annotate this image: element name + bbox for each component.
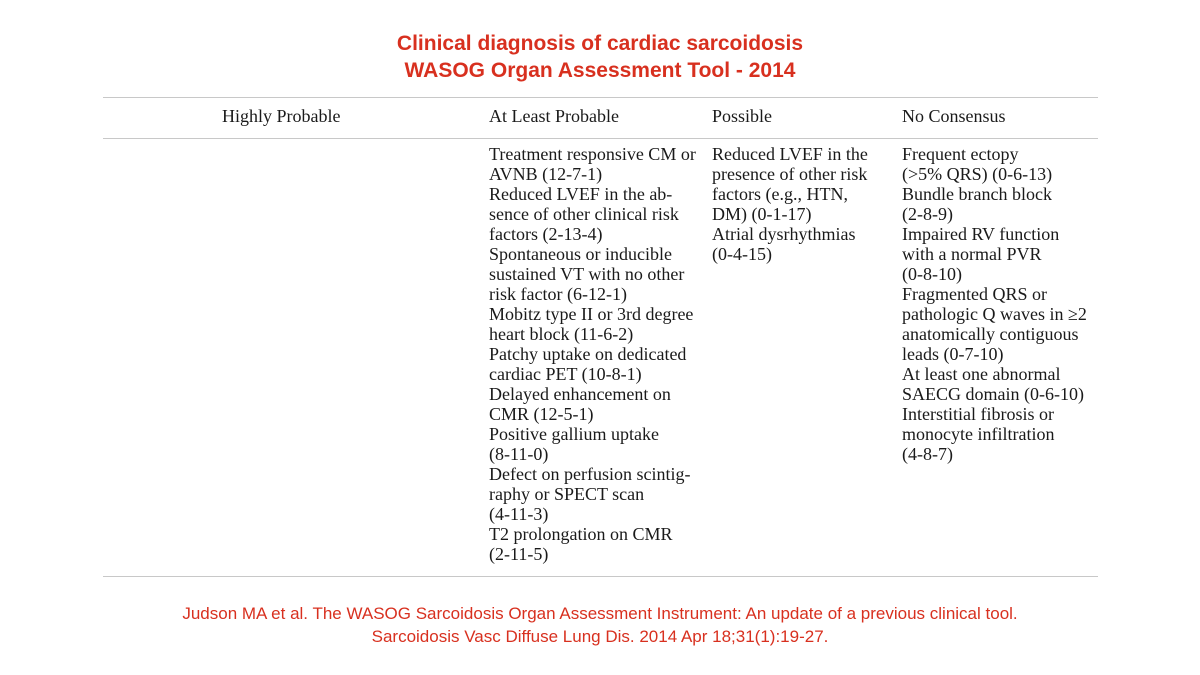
- cell-line: factors (e.g., HTN,: [712, 184, 848, 204]
- cell-line: Patchy uptake on dedicated: [489, 344, 687, 364]
- cell-line: monocyte infiltration: [902, 424, 1055, 444]
- cell-line: factors (2-13-4): [489, 224, 603, 244]
- cell-line: Mobitz type II or 3rd degree: [489, 304, 694, 324]
- cell-line: Delayed enhancement on: [489, 384, 671, 404]
- cell-line: Defect on perfusion scintig-: [489, 464, 691, 484]
- cell-line: CMR (12-5-1): [489, 404, 594, 424]
- cell-line: presence of other risk: [712, 164, 868, 184]
- header-no-consensus: No Consensus: [902, 106, 1006, 126]
- cell-line: At least one abnormal: [902, 364, 1061, 384]
- column-no-consensus: [902, 144, 1087, 464]
- cell-line: leads (0-7-10): [902, 344, 1004, 364]
- cell-line: pathologic Q waves in ≥2: [902, 304, 1087, 324]
- cell-line: (4-8-7): [902, 444, 953, 464]
- column-at-least-probable: [489, 144, 696, 564]
- cell-line: with a normal PVR: [902, 244, 1042, 264]
- column-possible: [712, 144, 868, 264]
- cell-line: cardiac PET (10-8-1): [489, 364, 642, 384]
- cell-line: Fragmented QRS or: [902, 284, 1047, 304]
- citation-line-2: Sarcoidosis Vasc Diffuse Lung Dis. 2014 Apr 18;31(1):19-27.: [371, 627, 829, 646]
- cell-line: Bundle branch block: [902, 184, 1052, 204]
- cell-line: SAECG domain (0-6-10): [902, 384, 1084, 404]
- cell-line: risk factor (6-12-1): [489, 284, 627, 304]
- cell-line: Frequent ectopy: [902, 144, 1019, 164]
- slide-title: [0, 30, 1200, 84]
- cell-line: (>5% QRS) (0-6-13): [902, 164, 1053, 184]
- table-bottom-rule: [103, 576, 1098, 577]
- cell-line: Reduced LVEF in the: [712, 144, 868, 164]
- cell-line: (0-8-10): [902, 264, 962, 284]
- cell-line: heart block (11-6-2): [489, 324, 634, 344]
- cell-line: DM) (0-1-17): [712, 204, 812, 224]
- cell-line: Positive gallium uptake: [489, 424, 659, 444]
- header-highly-probable: Highly Probable: [222, 106, 341, 126]
- table-header-rule: [103, 138, 1098, 139]
- cell-line: Reduced LVEF in the ab-: [489, 184, 673, 204]
- cell-line: Spontaneous or inducible: [489, 244, 672, 264]
- citation: [0, 602, 1200, 648]
- cell-line: (8-11-0): [489, 444, 549, 464]
- cell-line: raphy or SPECT scan: [489, 484, 645, 504]
- cell-line: Treatment responsive CM or: [489, 144, 696, 164]
- title-line-1: Clinical diagnosis of cardiac sarcoidosis: [396, 32, 804, 55]
- header-at-least-probable: At Least Probable: [489, 106, 619, 126]
- cell-line: Interstitial fibrosis or: [902, 404, 1054, 424]
- cell-line: (2-11-5): [489, 544, 549, 564]
- cell-line: (0-4-15): [712, 244, 772, 264]
- cell-line: Atrial dysrhythmias: [712, 224, 856, 244]
- cell-line: (4-11-3): [489, 504, 549, 524]
- cell-line: (2-8-9): [902, 204, 953, 224]
- cell-line: T2 prolongation on CMR: [489, 524, 673, 544]
- cell-line: anatomically contiguous: [902, 324, 1079, 344]
- cell-line: Impaired RV function: [902, 224, 1060, 244]
- cell-line: AVNB (12-7-1): [489, 164, 603, 184]
- table-top-rule: [103, 97, 1098, 98]
- citation-line-1: Judson MA et al. The WASOG Sarcoidosis Organ Assessment Instrument: An update of a previous clinical tool.: [182, 604, 1018, 623]
- cell-line: sence of other clinical risk: [489, 204, 679, 224]
- title-line-2: WASOG Organ Assessment Tool - 2014: [404, 59, 796, 82]
- header-possible: Possible: [712, 106, 773, 126]
- cell-line: sustained VT with no other: [489, 264, 685, 284]
